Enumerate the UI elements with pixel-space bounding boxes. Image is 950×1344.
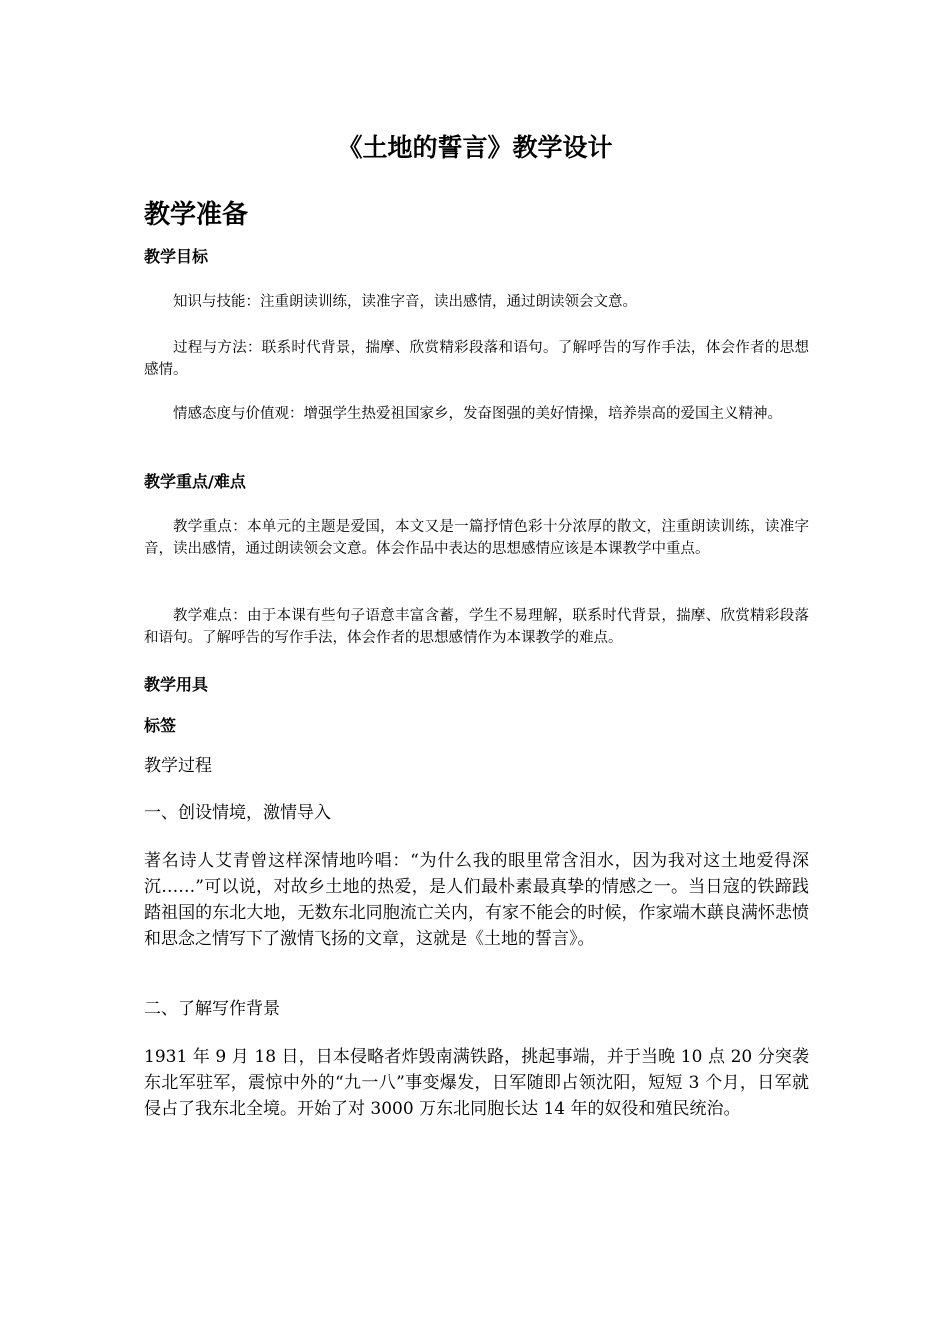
tags-heading: 标签: [144, 716, 177, 735]
step1-paragraph: 著名诗人艾青曾这样深情地吟唱：“为什么我的眼里常含泪水，因为我对这土地爱得深沉……”可以说，对故乡土地的热爱，是人们最朴素最真挚的情感之一。当日寇的铁蹄践踏祖国的东北大地，无数东北同胞流亡关内，有家不能会的时候，作家端木蕻良满怀悲愤和思念之情写下了激情飞扬的文章，这就是《土地的誓言》。: [144, 851, 809, 949]
step2-heading: 二、了解写作背景: [144, 999, 280, 1019]
key-point-difficulty: 教学难点：由于本课有些句子语意丰富含蓄，学生不易理解，联系时代背景，揣摩、欣赏精彩段落和语句。了解呼告的写作手法，体会作者的思想感情作为本课教学的难点。: [144, 608, 809, 646]
tools-heading: 教学用具: [144, 675, 209, 694]
key-point-focus: 教学重点：本单元的主题是爱国，本文又是一篇抒情色彩十分浓厚的散文，注重朗读训练，读准字音，读出感情，通过朗读领会文意。体会作品中表达的思想感情应该是本课教学中重点。: [144, 519, 809, 557]
objectives-heading: 教学目标: [144, 247, 209, 266]
step1-heading: 一、创设情境，激情导入: [144, 803, 331, 823]
section-heading-preparation: 教学准备: [144, 200, 249, 230]
objective-process: 过程与方法：联系时代背景，揣摩、欣赏精彩段落和语句。了解呼告的写作手法，体会作者的思想感情。: [144, 340, 809, 378]
document-title: 《土地的誓言》教学设计: [337, 133, 613, 162]
process-heading: 教学过程: [144, 756, 212, 776]
objective-emotion: 情感态度与价值观：增强学生热爱祖国家乡，发奋图强的美好情操，培养崇高的爱国主义精神。: [173, 406, 782, 422]
step2-paragraph: 1931 年 9 月 18 日，日本侵略者炸毁南满铁路，挑起事端，并于当晚 10 点 20 分突袭东北军驻军，震惊中外的“九一八”事变爆发，日军随即占领沈阳，短短 3 个月，日军就侵占了我东北全境。开始了对 3000 万东北同胞长达 14 年的奴役和殖民统治。: [144, 1047, 809, 1119]
key-points-heading: 教学重点/难点: [144, 472, 246, 491]
objective-knowledge: 知识与技能：注重朗读训练，读准字音，读出感情，通过朗读领会文意。: [173, 294, 637, 310]
